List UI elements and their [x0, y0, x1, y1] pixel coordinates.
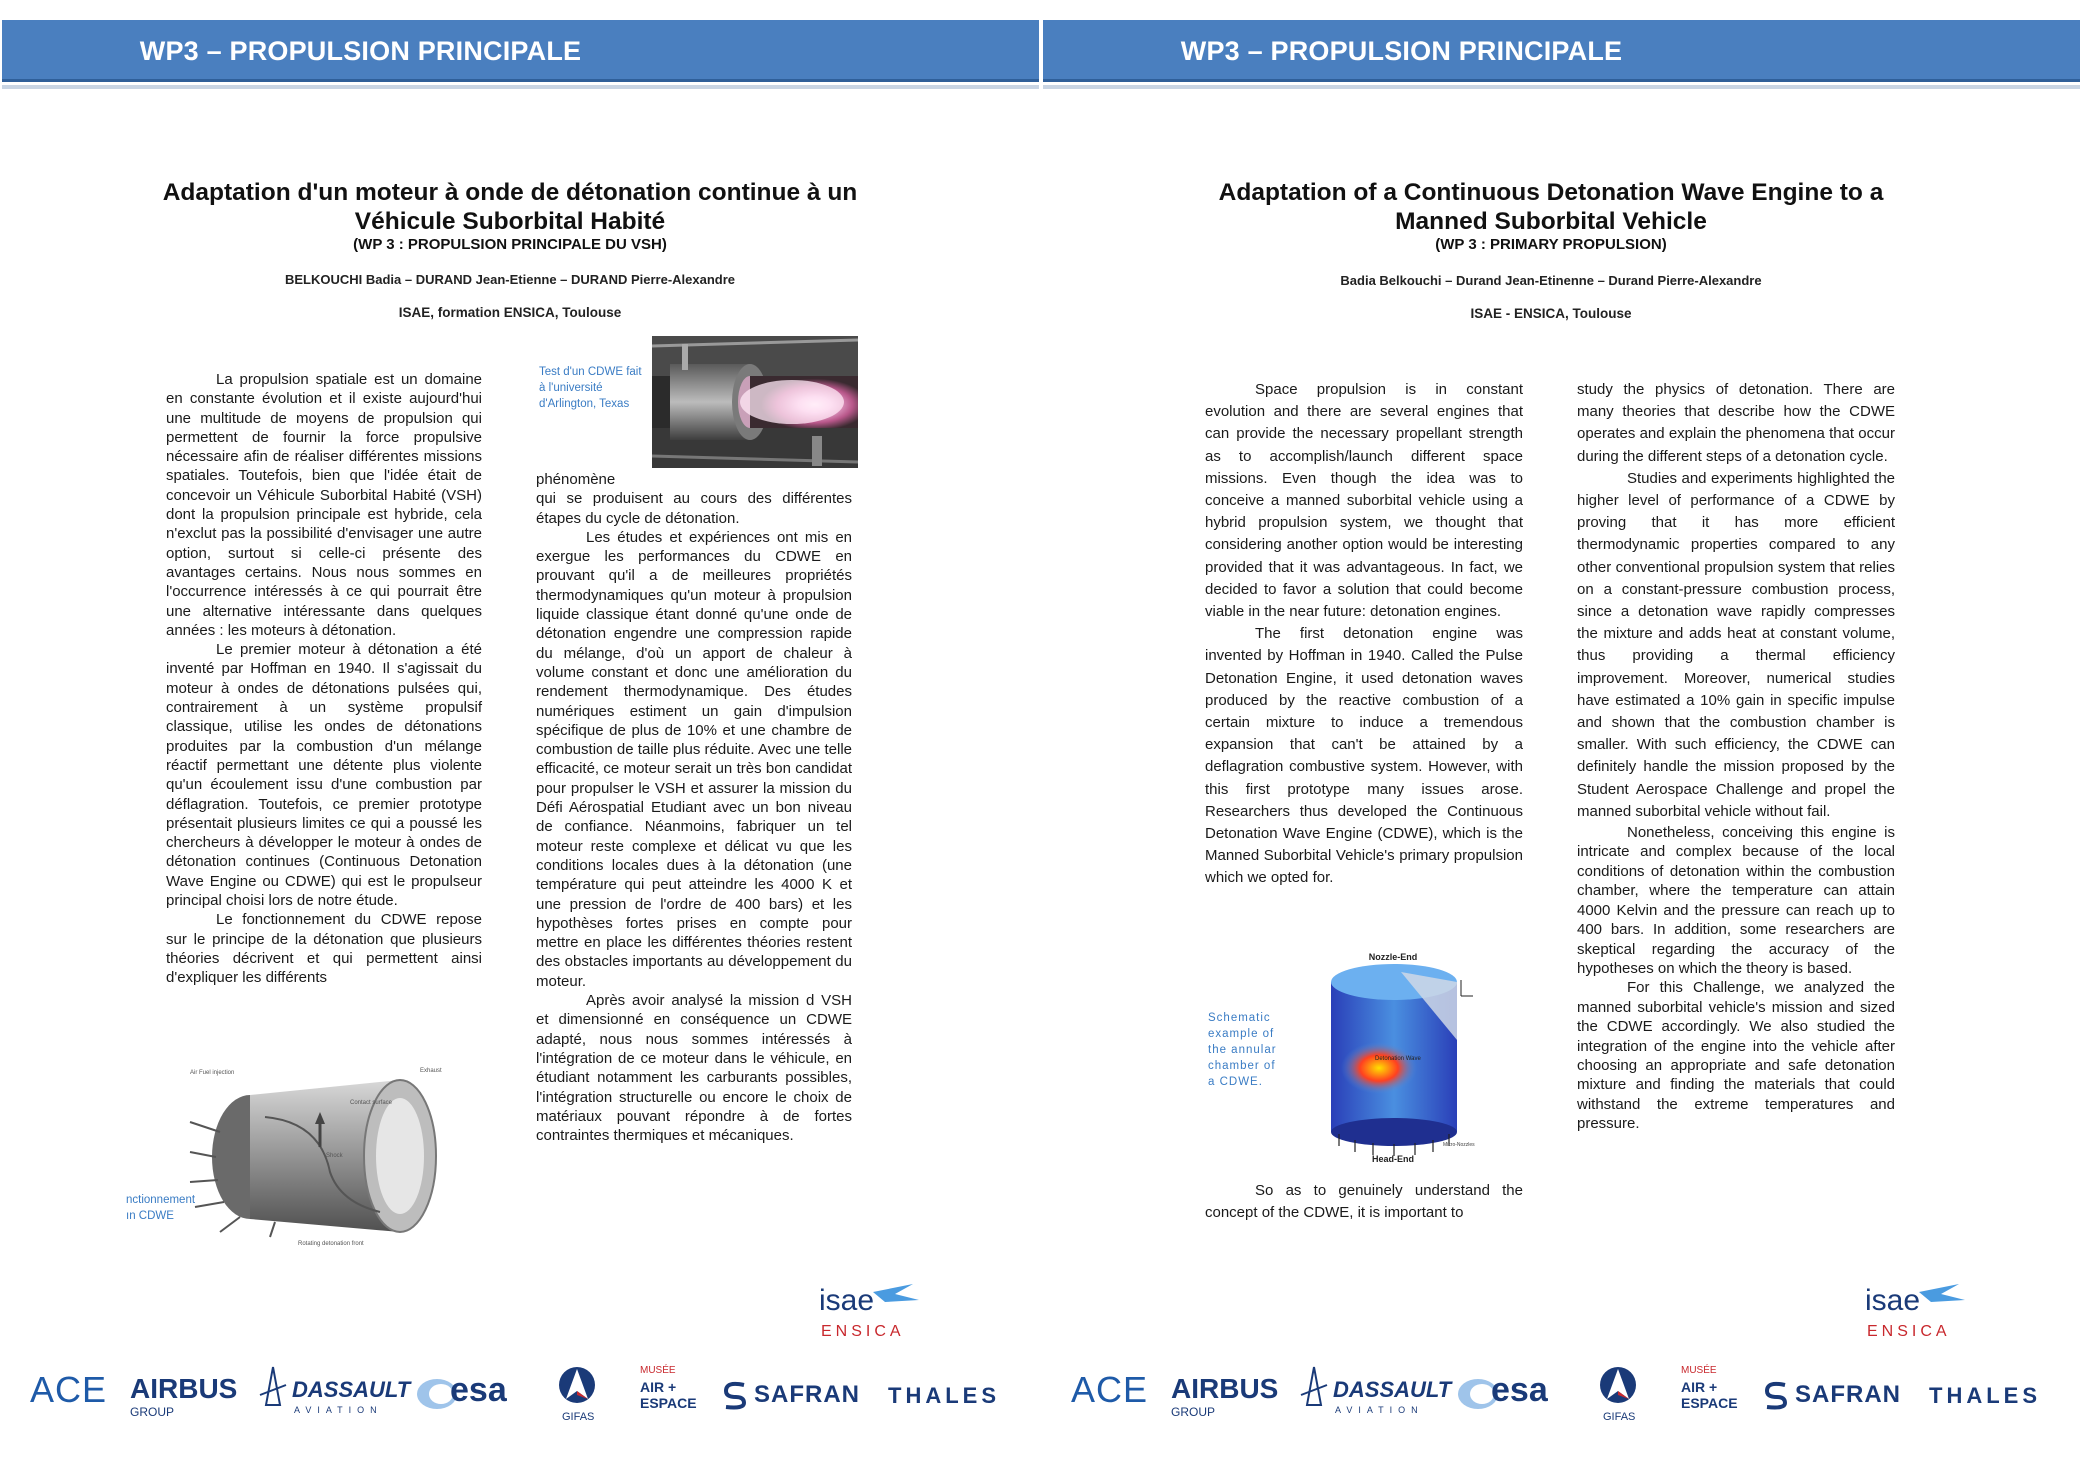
paragraph: The first detonation engine was invented by Hoffman in 1940. Called the Pulse Detonation Engine, it used detonation waves produced by the reactive combustion of a certain mixture to induce a tremendous expansion that can't be attained by a deflagration combustive system. However, with this first prototype many issues arose. Researchers thus developed the Continuous Detonation Wave Engine (CDWE), which is the Manned Suborbital Vehicle's primary propulsion which we opted for. [1205, 625, 1523, 887]
isae-ensica-logo [1861, 1280, 1971, 1340]
paragraph: La propulsion spatiale est un domaine en constante évolution et il existe aujourd'hui une multitude de moyens de propulsion qui permettent de fournir la force propulsive nécessaire afin de réaliser différentes missions spatiales. Toutefois, bien que l'idée était de concevoir un Véhicule Suborbital Habité (VSH) dont la propulsion principale est hybride, cela n'exclut pas la possibilité d'envisager une autre option, surtout si celle-ci présente des avantages certains. Nous nous sommes en l'occurrence intéressés à ce qui pourrait être une alternative intéressante dans quelques années : les moteurs à détonation. [166, 371, 482, 639]
header-banner [1043, 20, 2080, 82]
esa-logo: esa [450, 1371, 507, 1409]
paragraph: phénomène [536, 471, 616, 488]
airbus-logo: AIRBUS [1171, 1373, 1279, 1404]
paragraph: Space propulsion is in constant evolution and there are several engines that can provide the necessary propellant strength as to accomplish/launch different space missions. Even though the idea was to conceive a manned suborbital vehicle using a hybrid propulsion system, we thought that considering another option would be interesting provided that it was advantageous. In fact, we decided to favor a solution that could become viable in the near future: detonation engines. [1205, 381, 1523, 621]
banner-shadow [1043, 85, 2080, 89]
banner-title: WP3 – PROPULSION PRINCIPALE [139, 36, 582, 66]
caption-line: a CDWE. [1208, 1076, 1263, 1088]
text-column-1-bottom [1205, 1180, 1523, 1224]
fig-label-fuel: Air Fuel injection [190, 1070, 235, 1076]
fig-label-micro: Micro-Nozzles [1443, 1142, 1475, 1148]
paragraph: qui se produisent au cours des différentes étapes du cycle de détonation. [536, 490, 852, 527]
banner-shadow [2, 85, 1039, 89]
text-column-1 [1205, 379, 1523, 890]
fig-label-rotating: Rotating detonation front [298, 1241, 364, 1247]
fig-label-wave: Detonation Wave [1375, 1056, 1421, 1062]
airbus-logo-sub: GROUP [130, 1405, 175, 1419]
airbus-logo-sub: GROUP [1171, 1405, 1216, 1419]
sponsor-logos [1041, 1365, 2082, 1445]
title-line-1: Adaptation of a Continuous Detonation Wave Engine to a [1218, 179, 1884, 206]
fig-label-head: Head-End [1371, 1154, 1415, 1164]
air-espace-logo-2: ESPACE [640, 1395, 697, 1411]
sponsor-logos [0, 1365, 1041, 1445]
authors: BELKOUCHI Badia – DURAND Jean-Etienne – DURAND Pierre-Alexandre [284, 272, 736, 287]
caption-line: d'Arlington, Texas [539, 398, 630, 410]
caption-line: chamber of [1208, 1060, 1276, 1072]
poster-subtitle: (WP 3 : PROPULSION PRINCIPALE DU VSH) [353, 236, 667, 253]
paragraph: Studies and experiments highlighted the higher level of performance of a CDWE by proving that it has more efficient thermodynamic properties compared to any other conventional propulsion system that relies on a constant-pressure combustion process, since a detonation wave rapidly compresses the mixture and adds heat at constant volume, thus providing a thermal efficiency improvement. Moreover, numerical studies have estimated a 10% gain in specific impulse and shown that the combustion chamber is smaller. With such efficiency, the CDWE can definitely handle the mission proposed by the Student Aerospace Challenge and propel the manned suborbital vehicle without fail. [1577, 469, 1895, 820]
dassault-logo-sub: AVIATION [1335, 1405, 1424, 1415]
paragraph: Nonetheless, conceiving this engine is intricate and complex because of the local conditions of detonation within the combustion chamber, where the temperature can attain 4000 Kelvin and the pressure can reach up to 400 bars. In addition, some researchers are skeptical regarding the accuracy of the hypotheses on which the theory is based. [1577, 824, 1895, 977]
fig-label-nozzle: Nozzle-End [1368, 952, 1418, 962]
dassault-icon [1299, 1365, 1329, 1415]
dassault-logo: DASSAULT [1333, 1377, 1452, 1402]
fig-label-exhaust: Exhaust [420, 1068, 442, 1074]
esa-logo: esa [1491, 1371, 1548, 1409]
title-line-1: Adaptation d'un moteur à onde de détonation continue à un [162, 179, 858, 206]
gifas-icon [558, 1365, 596, 1409]
caption-line: the annular [1208, 1044, 1277, 1056]
musee-label: MUSÉE [1681, 1365, 1717, 1376]
paragraph: Après avoir analysé la mission d VSH et dimensionné en conséquence un CDWE adapté, nous nous sommes intéressés à l'intégration de ce moteur dans le véhicule, en étudiant notamment les carburants possibles, l'intégration structurelle ou encore le choix de matériaux pouvant répondre à de fortes contraintes thermiques et mécaniques. [536, 992, 852, 1145]
poster-title [140, 178, 880, 236]
ace-logo: ACE [1071, 1369, 1149, 1410]
caption-line: example of [1208, 1028, 1275, 1040]
paragraph: Les études et expériences ont mis en exergue les performances du CDWE en prouvant qu'il a de meilleures propriétés thermodynamiques qu'un moteur à propulsion liquide classique étant donné qu'une onde de détonation engendre une compression rapide du mélange, d'où un apport de chaleur à volume constant et donc une amélioration du rendement thermodynamique. Des études numériques estiment un gain d'impulsion spécifique de plus de 10% et une chambre de combustion de taille plus réduite. Avec une telle efficacité, ce moteur serait un très bon candidat pour propulser le VSH et assurer la mission du Défi Aérospatial Etudiant avec un bon niveau de confiance. Néanmoins, fabriquer un tel moteur reste complexe et délicat vu que les conditions locales dues à la détonation (une température qui peut atteindre les 4000 K et une pression de l'ordre de 400 bars) et les hypothèses fortes prises en compte pour mettre en place les différentes théories restent des obstacles importants au développement du moteur. [536, 528, 852, 990]
paragraph: For this Challenge, we analyzed the manned suborbital vehicle's mission and sized the CDWE accordingly. We also studied the integration of the engine into the vehicle after choosing an appropriate and safe detonation mixture and finding the materials that could withstand the extreme temperatures and pressure. [1577, 979, 1895, 1133]
caption-line: ın CDWE [126, 1210, 174, 1222]
paragraph: So as to genuinely understand the concept of the CDWE, it is important to [1205, 1182, 1523, 1222]
fig-label-contact: Contact surface [350, 1100, 393, 1106]
gifas-logo: GIFAS [1603, 1411, 1636, 1423]
figure-caption [126, 1192, 236, 1224]
musee-label: MUSÉE [640, 1365, 676, 1376]
text-column-2 [536, 470, 852, 1145]
photo-caption [539, 364, 649, 412]
gifas-logo: GIFAS [562, 1411, 595, 1423]
figure-caption [1208, 1010, 1298, 1090]
dassault-icon [258, 1365, 288, 1415]
isae-ensica-logo [815, 1280, 925, 1340]
text-column-2 [1577, 379, 1895, 1134]
right-page [1041, 0, 2082, 1469]
paragraph: study the physics of detonation. There are many theories that describe how the CDWE operates and explain the phenomena that occur during the different steps of a detonation cycle. [1577, 381, 1895, 465]
poster-subtitle: (WP 3 : PRIMARY PROPULSION) [1435, 236, 1667, 253]
fig-label-shock: Shock [326, 1153, 343, 1159]
paragraph: Le fonctionnement du CDWE repose sur le principe de la détonation que plusieurs théories décrivent et qui permettent ainsi d'expliquer les différents [166, 911, 482, 987]
cdwe-test-photo [652, 336, 858, 468]
dassault-logo: DASSAULT [292, 1377, 411, 1402]
air-espace-logo-2: ESPACE [1681, 1395, 1738, 1411]
ace-logo: ACE [30, 1369, 108, 1410]
authors: Badia Belkouchi – Durand Jean-Etinenne – Durand Pierre-Alexandre [1340, 273, 1762, 288]
air-espace-logo-1: AIR + [1681, 1379, 1718, 1395]
safran-s-icon [1763, 1379, 1789, 1411]
safran-logo: SAFRAN [754, 1381, 860, 1408]
annular-chamber-figure [1311, 950, 1491, 1165]
thales-logo: THALES [888, 1383, 1000, 1408]
text-column-1 [166, 370, 482, 988]
safran-s-icon [722, 1379, 748, 1411]
caption-line: Test d'un CDWE fait [539, 366, 642, 378]
poster-title [1181, 178, 1921, 236]
affiliation: ISAE - ENSICA, Toulouse [1470, 306, 1632, 321]
isae-logo-text: isae [1865, 1284, 1921, 1317]
thales-logo: THALES [1929, 1383, 2041, 1408]
ensica-logo-text: ENSICA [1867, 1323, 1951, 1340]
banner-title: WP3 – PROPULSION PRINCIPALE [1180, 36, 1623, 66]
gifas-icon [1599, 1365, 1637, 1409]
title-line-2: Véhicule Suborbital Habité [354, 208, 666, 235]
ensica-logo-text: ENSICA [821, 1323, 905, 1340]
air-espace-logo-1: AIR + [640, 1379, 677, 1395]
title-line-2: Manned Suborbital Vehicle [1395, 208, 1707, 235]
isae-logo-text: isae [819, 1284, 875, 1317]
dassault-logo-sub: AVIATION [294, 1405, 383, 1415]
caption-line: nctionnement [126, 1194, 196, 1206]
caption-line: à l'université [539, 382, 603, 394]
caption-line: Schematic [1208, 1012, 1271, 1024]
airbus-logo: AIRBUS [130, 1373, 238, 1404]
affiliation: ISAE, formation ENSICA, Toulouse [398, 305, 622, 320]
safran-logo: SAFRAN [1795, 1381, 1901, 1408]
paragraph: Le premier moteur à détonation a été inventé par Hoffman en 1940. Il s'agissait du moteur à ondes de détonations pulsées qui, contrairement à un système propulsif classique, utilise les ondes de détonations produites par la combustion d'un mélange réactif permettant une détente plus violente qu'un écoulement issu d'une combustion par déflagration. Toutefois, ce premier prototype présentait plusieurs limites ce qui a poussé les chercheurs à développer le moteur à ondes de détonation continues (Continuous Detonation Wave Engine ou CDWE) qui est le propulseur principal choisi lors de notre étude. [166, 641, 482, 910]
